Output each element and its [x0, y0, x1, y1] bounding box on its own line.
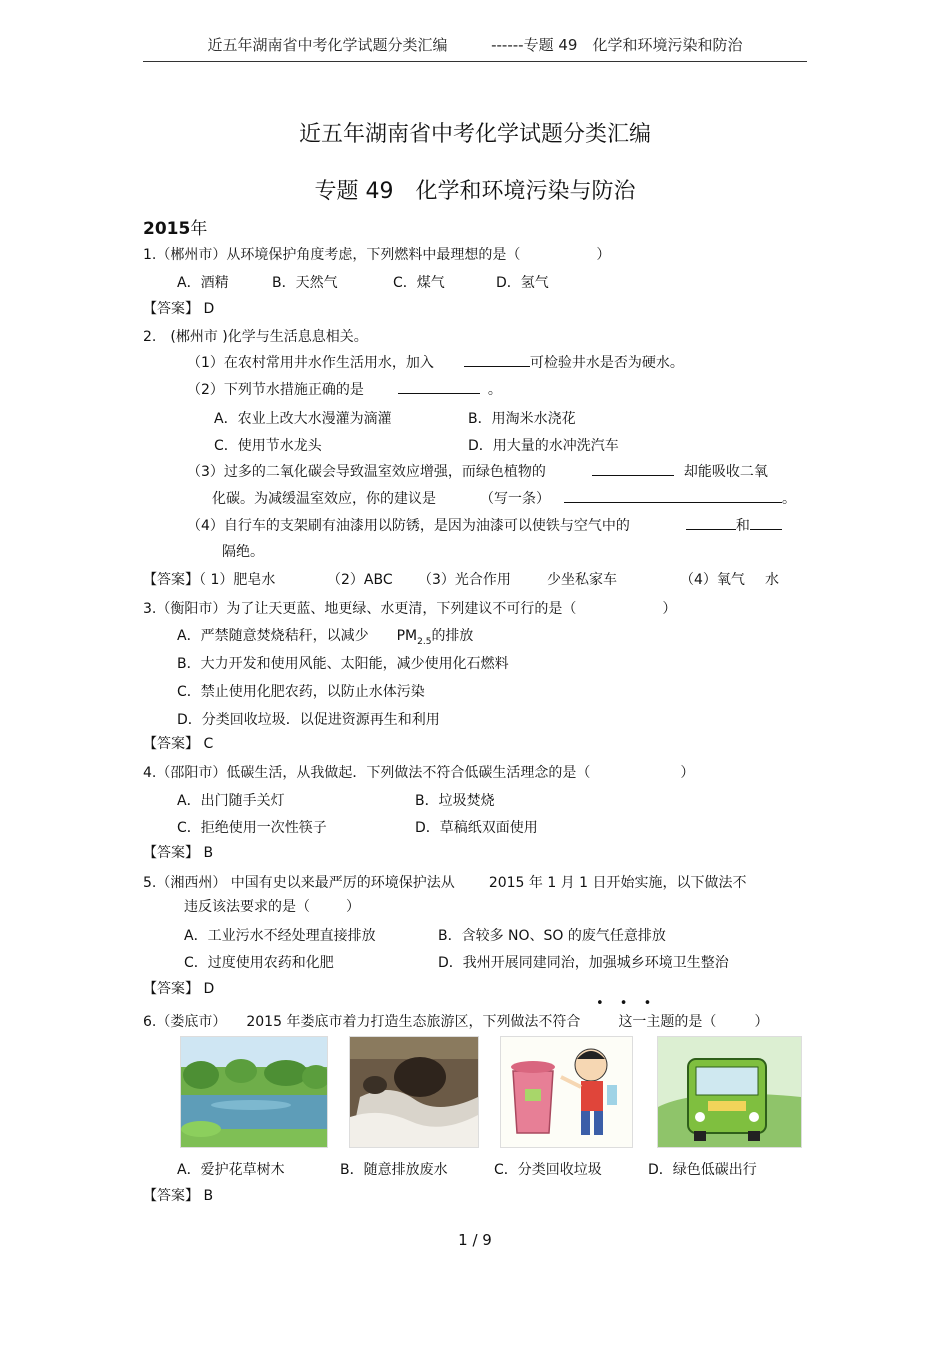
q4-option-b: B．垃圾焚烧 [415, 793, 495, 809]
q2-answer-2: （2）ABC [327, 572, 393, 588]
document-subtitle: 专题 49 化学和环境污染与防治 [314, 179, 636, 204]
q6-stem-3: 这一主题的是（ [618, 1014, 717, 1030]
image-lake-park [180, 1036, 328, 1148]
q2-sub3-c: 化碳。为减缓温室效应，你的建议是 [212, 491, 436, 507]
header-right: ------专题 49 化学和环境污染和防治 [491, 36, 743, 54]
q2-sub4-a: （4）自行车的支架刷有油漆用以防锈，是因为油漆可以使铁与空气中的 [187, 518, 630, 534]
q2-answer-5: （4）氧气 [680, 572, 745, 588]
year-heading [143, 214, 207, 239]
image-waste-water [349, 1036, 479, 1148]
q6-stem-2: 2015 年娄底市着力打造生态旅游区，下列做法不符合 [246, 1014, 581, 1030]
q3-option-d: D．分类回收垃圾．以促进资源再生和利用 [177, 712, 440, 728]
q3-answer: 【答案】 C [143, 736, 214, 752]
q6-stem-1: 6.（娄底市） [143, 1014, 227, 1030]
q5-stem [143, 872, 747, 892]
year-number: 2015 [143, 219, 191, 239]
q2-blank-1[interactable] [464, 352, 530, 367]
q6-option-d: D．绿色低碳出行 [648, 1162, 757, 1178]
q2-blank-5[interactable] [686, 515, 736, 530]
q2-blank-6[interactable] [750, 515, 782, 530]
q2-sub1 [187, 352, 684, 372]
q5-option-a: A．工业污水不经处理直接排放 [184, 928, 376, 944]
q2-option-d: D．用大量的水冲洗汽车 [468, 438, 619, 454]
q2-sub4 [187, 515, 782, 535]
q3-a-tail: 的排放 [431, 628, 474, 644]
q5-close: ） [346, 899, 360, 915]
q6-answer: 【答案】 B [143, 1188, 214, 1204]
q5-stem-2: 2015 年 1 月 1 日开始实施，以下做法不 [488, 875, 747, 891]
q2-sub1-a: （1）在农村常用井水作生活用水，加入 [187, 355, 434, 371]
running-header [0, 34, 950, 55]
q1-close: ） [596, 247, 611, 263]
q3-a-pm-sub: 2.5 [417, 636, 432, 647]
q3-option-a [177, 625, 473, 647]
q1-option-c: C．煤气 [393, 275, 445, 291]
q6-option-b: B．随意排放废水 [340, 1162, 448, 1178]
q2-sub4-b: 和 [735, 518, 750, 534]
q3-stem [143, 598, 676, 618]
q2-answer-1: 【答案】（ 1）肥皂水 [143, 572, 276, 588]
q1-option-b: B．天然气 [272, 275, 338, 291]
q3-close: ） [662, 601, 677, 617]
q6-option-c: C．分类回收垃圾 [494, 1162, 602, 1178]
q2-option-c: C．使用节水龙头 [214, 438, 322, 454]
q2-sub2-a: （2）下列节水措施正确的是 [187, 382, 364, 398]
q1-option-a: A．酒精 [177, 275, 229, 291]
q5-stem-line2 [184, 896, 360, 916]
q2-answer-4: 少坐私家车 [547, 572, 617, 588]
q2-blank-2[interactable] [398, 379, 480, 394]
q3-option-c: C．禁止使用化肥农药，以防止水体污染 [177, 684, 425, 700]
year-label: 年 [190, 219, 208, 239]
q4-option-a: A．出门随手关灯 [177, 793, 285, 809]
image-green-bus [657, 1036, 802, 1148]
q5-stem-1: 5.（湘西州） 中国有史以来最严厉的环境保护法从 [143, 875, 455, 891]
image-recycling-bin [500, 1036, 633, 1148]
q5-stem-3: 违反该法要求的是（ [184, 899, 310, 915]
page-number: 1 / 9 [458, 1231, 492, 1249]
q5-answer: 【答案】 D [143, 981, 215, 997]
q6-close: ） [754, 1014, 769, 1030]
q1-stem [143, 244, 610, 264]
header-left: 近五年湖南省中考化学试题分类汇编 [207, 36, 448, 54]
q4-close: ） [680, 765, 695, 781]
q4-answer: 【答案】 B [143, 845, 214, 861]
q4-option-c: C．拒绝使用一次性筷子 [177, 820, 327, 836]
q2-sub2-b: 。 [487, 382, 502, 398]
q6-option-a: A．爱护花草树木 [177, 1162, 285, 1178]
q2-blank-4[interactable] [564, 488, 782, 503]
q2-option-b: B．用淘米水浇花 [468, 411, 576, 427]
q5-option-b: B．含较多 NO、SO 的废气任意排放 [438, 928, 666, 944]
header-divider [143, 61, 807, 62]
q2-answer-3: （3）光合作用 [418, 572, 511, 588]
q2-sub2 [187, 379, 502, 399]
q2-sub4-line2: 隔绝。 [222, 544, 264, 560]
q6-stem [143, 1011, 768, 1031]
q2-sub3-b: 却能吸收二氧 [683, 464, 768, 480]
q4-stem [143, 762, 694, 782]
q1-stem-text: 1.（郴州市）从环境保护角度考虑，下列燃料中最理想的是（ [143, 247, 521, 263]
q2-sub3-line2 [212, 488, 796, 508]
q1-answer: 【答案】 D [143, 301, 215, 317]
emphasis-dots: • • • [596, 996, 658, 1011]
q3-option-b: B．大力开发和使用风能、太阳能，减少使用化石燃料 [177, 656, 509, 672]
q2-option-a: A．农业上改大水漫灌为滴灌 [214, 411, 392, 427]
document-title: 近五年湖南省中考化学试题分类汇编 [298, 122, 651, 147]
q2-sub3-e: 。 [782, 491, 796, 507]
q3-a-text: A．严禁随意焚烧秸秆，以减少 [177, 628, 369, 644]
q1-option-d: D．氢气 [496, 275, 549, 291]
q2-stem: 2. (郴州市 )化学与生活息息相关。 [143, 329, 368, 345]
q2-sub3 [187, 461, 768, 481]
q2-sub1-b: 可检验井水是否为硬水。 [529, 355, 684, 371]
q4-stem-text: 4.（邵阳市）低碳生活，从我做起．下列做法不符合低碳生活理念的是（ [143, 765, 591, 781]
q5-option-c: C．过度使用农药和化肥 [184, 955, 334, 971]
q5-option-d: D．我州开展同建同治，加强城乡环境卫生整治 [438, 955, 729, 971]
q2-sub3-a: （3）过多的二氧化碳会导致温室效应增强，而绿色植物的 [187, 464, 546, 480]
q4-option-d: D．草稿纸双面使用 [415, 820, 538, 836]
q3-stem-text: 3.（衡阳市）为了让天更蓝、地更绿、水更清，下列建议不可行的是（ [143, 601, 577, 617]
q2-answer-6: 水 [765, 572, 779, 588]
q2-sub3-d: （写一条） [480, 491, 550, 507]
q3-a-pm: PM [396, 628, 418, 644]
q2-blank-3[interactable] [592, 461, 674, 476]
